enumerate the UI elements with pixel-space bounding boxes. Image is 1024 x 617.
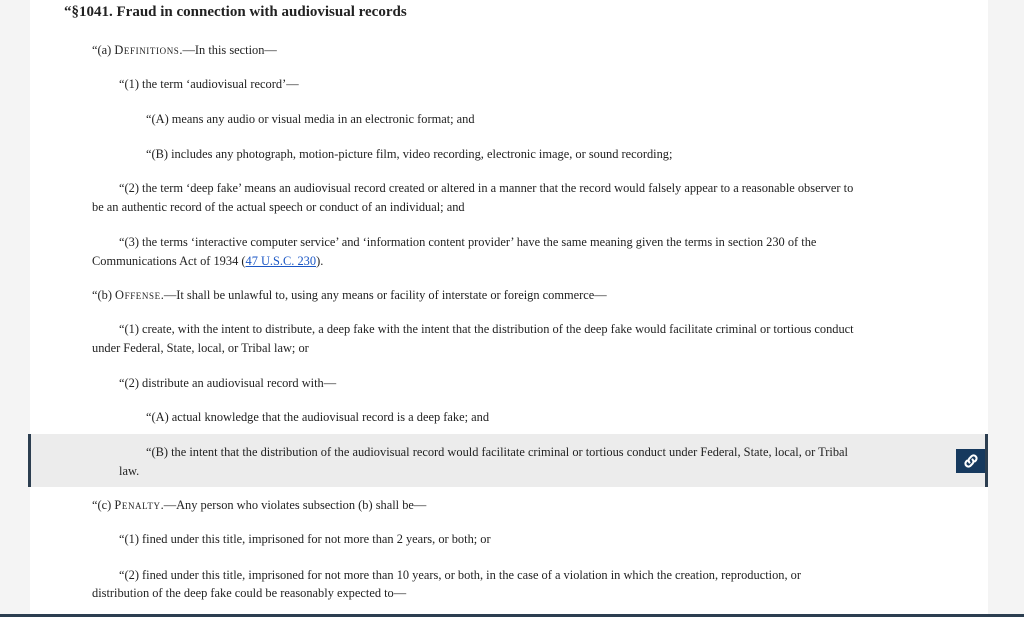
subsection-c-label: Penalty: [114, 498, 161, 512]
link-icon: [962, 452, 980, 470]
paragraph-c2-line2: distribution of the deep fake could be reasonably expected to—: [92, 586, 407, 600]
subsection-a-text: .—In this section—: [179, 43, 277, 57]
subsection-c-text: .—Any person who violates subsection (b) shall be—: [160, 498, 427, 512]
paragraph-b1-line1: “(1) create, with the intent to distribute, a deep fake with the intent that the distribution of the deep fake would facilitate criminal or tortious conduct: [119, 322, 854, 336]
paragraph-c1: “(1) fined under this title, imprisoned for not more than 2 years, or both; or: [119, 532, 491, 546]
subsection-c: [92, 496, 426, 515]
subsection-b-prefix: “(b): [92, 288, 116, 302]
paragraph-a2-line2: be an authentic record of the actual speech or conduct of an individual; and: [92, 200, 465, 214]
subparagraph-a1A: “(A) means any audio or visual media in an electronic format; and: [146, 112, 475, 126]
subsection-a: [92, 41, 277, 60]
paragraph-a3-text-after: ).: [316, 254, 324, 268]
permalink-button[interactable]: [956, 449, 985, 473]
subparagraph-b2B-line1: “(B) the intent that the distribution of the audiovisual record would facilitate criminal or tortious conduct under Federal, State, local, or Tribal: [146, 445, 848, 459]
paragraph-a3-line2: [92, 252, 323, 271]
paragraph-a1: “(1) the term ‘audiovisual record’—: [119, 77, 299, 91]
subsection-a-prefix: “(a): [92, 43, 115, 57]
highlight-left-marker: [28, 434, 31, 487]
paragraph-a3-line1: “(3) the terms ‘interactive computer service’ and ‘information content provider’ have the same meaning given the terms in section 230 of the: [119, 235, 817, 249]
section-heading: “§1041. Fraud in connection with audiovisual records: [64, 4, 407, 20]
paragraph-c2-line1: “(2) fined under this title, imprisoned for not more than 10 years, or both, in the case of a violation in which the creation, reproduction, or: [119, 568, 801, 582]
subsection-a-label: Definitions: [114, 43, 180, 57]
usc-230-link[interactable]: 47 U.S.C. 230: [245, 254, 317, 268]
paragraph-b1-line2: under Federal, State, local, or Tribal law; or: [92, 341, 309, 355]
paragraph-a2-line1: “(2) the term ‘deep fake’ means an audiovisual record created or altered in a manner that the record would falsely appear to a reasonable observer to: [119, 181, 854, 195]
highlight-right-marker: [985, 434, 988, 487]
paragraph-b2: “(2) distribute an audiovisual record with—: [119, 376, 337, 390]
subsection-b: [92, 286, 607, 305]
paragraph-a3-text-before: Communications Act of 1934 (: [92, 254, 246, 268]
subsection-b-label: Offense: [115, 288, 161, 302]
subsection-c-prefix: “(c): [92, 498, 115, 512]
subsection-b-text: .—It shall be unlawful to, using any means or facility of interstate or foreign commerce—: [160, 288, 607, 302]
subparagraph-a1B: “(B) includes any photograph, motion-picture film, video recording, electronic image, or sound recording;: [146, 147, 673, 161]
subparagraph-b2B-line2: law.: [119, 464, 140, 478]
subparagraph-b2A: “(A) actual knowledge that the audiovisual record is a deep fake; and: [146, 410, 490, 424]
